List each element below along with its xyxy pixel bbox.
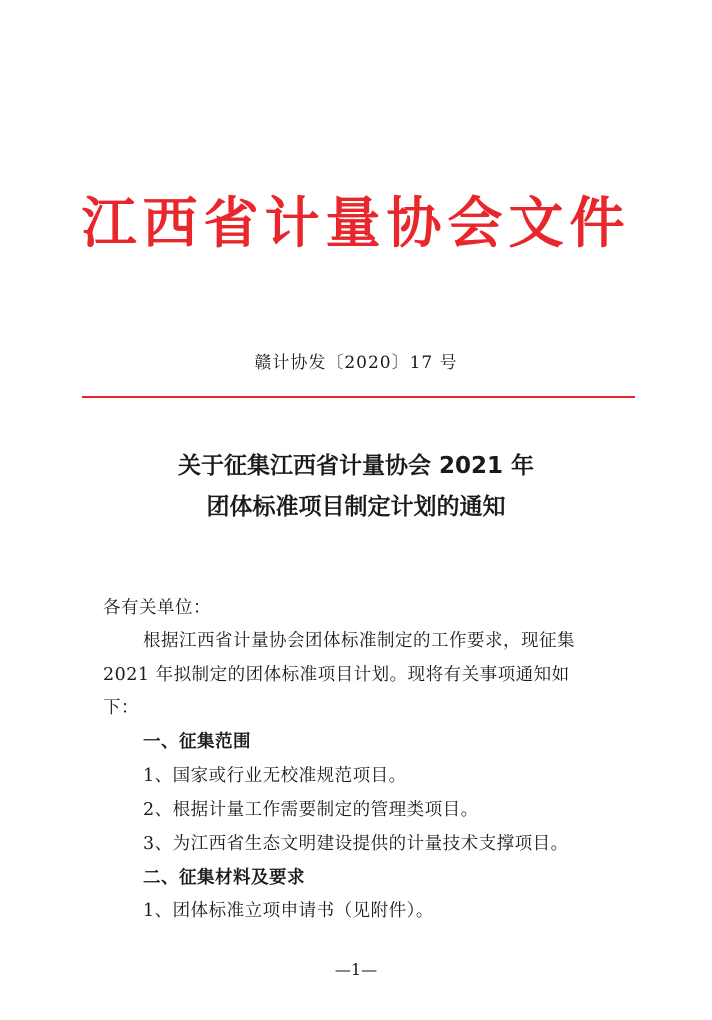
section-1-item-2: 2、根据计量工作需要制定的管理类项目。 bbox=[143, 800, 479, 820]
document-number: 赣计协发〔2020〕17 号 bbox=[254, 353, 458, 373]
section-1-heading: 一、征集范围 bbox=[143, 732, 251, 752]
section-1-item-1: 1、国家或行业无校准规范项目。 bbox=[143, 766, 407, 786]
intro-paragraph-line-2: 2021 年拟制定的团体标准项目计划。现将有关事项通知如 bbox=[103, 665, 570, 685]
salutation: 各有关单位： bbox=[103, 598, 211, 618]
section-1-item-3: 3、为江西省生态文明建设提供的计量技术支撑项目。 bbox=[143, 834, 569, 854]
red-divider-line bbox=[82, 396, 635, 398]
page-number: —1— bbox=[334, 960, 378, 979]
masthead-title: 江西省计量协会文件 bbox=[81, 190, 631, 255]
section-2-heading: 二、征集材料及要求 bbox=[143, 868, 305, 888]
notice-title-line-2: 团体标准项目制定计划的通知 bbox=[206, 494, 506, 520]
notice-title-line-1: 关于征集江西省计量协会 2021 年 bbox=[177, 453, 535, 479]
section-2-item-1: 1、团体标准立项申请书（见附件）。 bbox=[143, 901, 434, 921]
intro-paragraph-line-1: 根据江西省计量协会团体标准制定的工作要求，现征集 bbox=[143, 631, 575, 651]
intro-paragraph-line-3: 下： bbox=[103, 698, 139, 718]
